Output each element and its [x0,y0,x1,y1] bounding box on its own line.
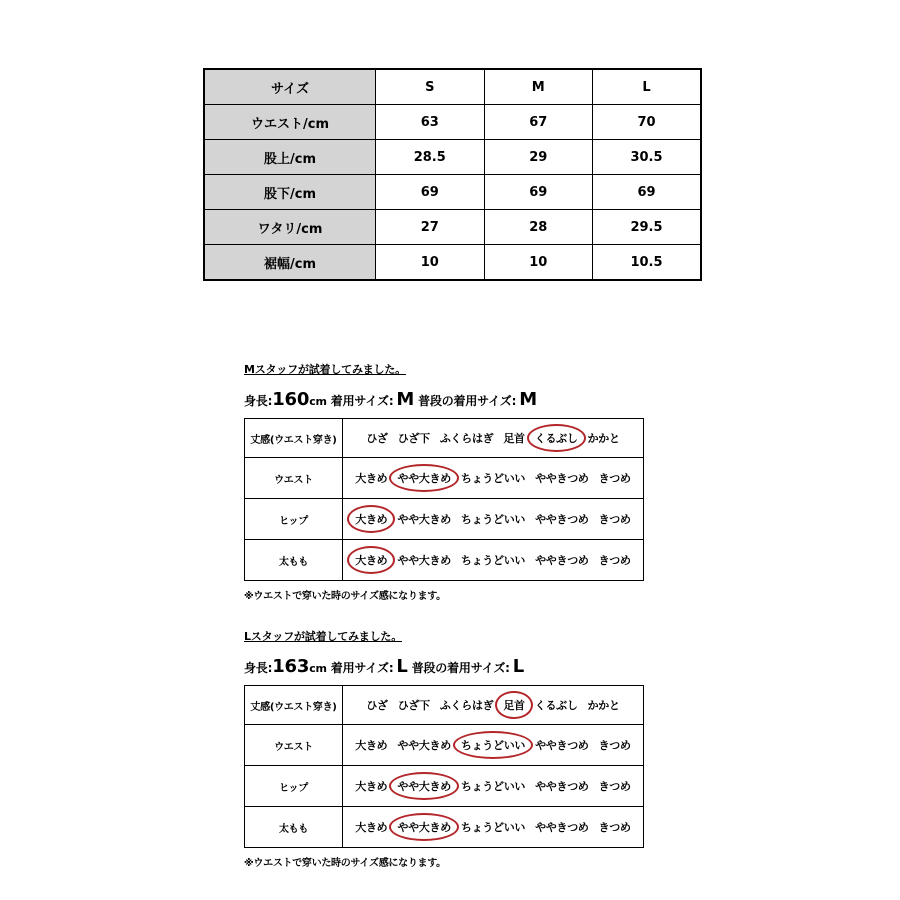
fit-options [343,807,644,848]
size-row-label: 裾幅/cm [204,245,376,281]
staff-info-line [244,656,664,677]
option: かかと [587,432,620,445]
fit-row-label: 太もも [245,540,343,581]
size-row-label: ウエスト/cm [204,105,376,140]
size-table-row [204,210,701,245]
option: きつめ [598,739,631,752]
fit-row-label: 丈感(ウエスト穿き) [245,686,343,725]
option: ちょうどいい [460,554,526,567]
staff-title: Lスタッフが試着してみました。 [244,630,403,643]
option: ふくらはぎ [439,432,494,445]
fit-row-label: 太もも [245,807,343,848]
staff-title: Mスタッフが試着してみました。 [244,363,406,376]
option: ちょうどいい [460,513,526,526]
staff-review-l [244,628,664,869]
option: 足首 [503,432,525,445]
size-value-cell: 29.5 [593,210,702,245]
option: ひざ下 [397,432,430,445]
selected-option: 大きめ [347,505,395,533]
fit-row [245,458,644,499]
fit-row [245,725,644,766]
option: やや大きめ [397,513,451,526]
staff-info-line [244,389,664,410]
wear-size-label: 着用サイズ: [330,394,394,408]
option: ひざ [366,432,388,445]
size-value-cell: 30.5 [593,140,702,175]
size-value-cell: 70 [593,105,702,140]
fit-options [343,686,644,725]
size-table-header-cell: M [484,69,593,105]
option: ちょうどいい [460,780,526,793]
size-value-cell: 27 [376,210,485,245]
fit-row-label: 丈感(ウエスト穿き) [245,419,343,458]
staff-review-m [244,361,664,602]
fit-row-length [245,419,644,458]
usual-size-value: M [519,389,537,410]
size-table-row [204,245,701,281]
option: ちょうどいい [460,821,526,834]
option: くるぶし [534,699,578,712]
size-table-header-cell: サイズ [204,69,376,105]
selected-option: やや大きめ [389,772,459,800]
size-table-header-cell: L [593,69,702,105]
size-table-row [204,175,701,210]
fit-row-label: ウエスト [245,725,343,766]
height-label: 身長: [244,661,273,675]
option: ややきつめ [535,739,589,752]
option: ひざ [366,699,388,712]
fit-options [343,419,644,458]
option: きつめ [598,513,631,526]
size-value-cell: 69 [376,175,485,210]
option: やや大きめ [397,739,451,752]
fit-options [343,725,644,766]
fit-row [245,807,644,848]
option: ややきつめ [535,513,589,526]
fit-row [245,540,644,581]
wear-size-label: 着用サイズ: [330,661,394,675]
size-value-cell: 10 [484,245,593,281]
fit-table [244,685,644,848]
fit-note: ※ウエストで穿いた時のサイズ感になります。 [244,591,446,602]
size-value-cell: 10.5 [593,245,702,281]
selected-option: 大きめ [347,546,395,574]
option: ちょうどいい [460,472,526,485]
usual-size-label: 普段の着用サイズ: [411,661,510,675]
size-table-header-cell: S [376,69,485,105]
size-table [203,68,702,281]
size-value-cell: 10 [376,245,485,281]
option: ややきつめ [535,780,589,793]
size-value-cell: 67 [484,105,593,140]
usual-size-value: L [512,656,525,677]
size-value-cell: 28.5 [376,140,485,175]
size-value-cell: 29 [484,140,593,175]
fit-row-label: ヒップ [245,766,343,807]
option: ややきつめ [535,472,589,485]
option: ひざ下 [397,699,430,712]
option: きつめ [598,554,631,567]
fit-row-label: ウエスト [245,458,343,499]
fit-note: ※ウエストで穿いた時のサイズ感になります。 [244,858,446,869]
option: きつめ [598,821,631,834]
option: 大きめ [355,780,388,793]
size-value-cell: 69 [593,175,702,210]
size-table-row [204,105,701,140]
size-row-label: 股下/cm [204,175,376,210]
option: 大きめ [355,472,388,485]
fit-row [245,499,644,540]
height-unit: cm [309,662,327,675]
height-unit: cm [309,395,327,408]
size-row-label: ワタリ/cm [204,210,376,245]
usual-size-label: 普段の着用サイズ: [418,394,517,408]
option: 大きめ [355,821,388,834]
size-value-cell: 69 [484,175,593,210]
height-value: 160 [272,389,310,410]
size-table-header-row [204,69,701,105]
size-value-cell: 28 [484,210,593,245]
size-value-cell: 63 [376,105,485,140]
option: 大きめ [355,739,388,752]
fit-options [343,499,644,540]
option: ふくらはぎ [439,699,494,712]
fit-options [343,458,644,499]
size-table-row [204,140,701,175]
fit-row-length [245,686,644,725]
option: きつめ [598,472,631,485]
selected-option: 足首 [495,691,532,719]
option: やや大きめ [397,554,451,567]
selected-option: くるぶし [527,424,586,452]
option: ややきつめ [535,821,589,834]
option: ややきつめ [535,554,589,567]
wear-size-value: L [396,656,408,677]
fit-options [343,766,644,807]
option: かかと [587,699,620,712]
height-value: 163 [272,656,310,677]
size-row-label: 股上/cm [204,140,376,175]
option: きつめ [598,780,631,793]
fit-options [343,540,644,581]
selected-option: やや大きめ [389,464,459,492]
selected-option: ちょうどいい [453,731,533,759]
height-label: 身長: [244,394,273,408]
selected-option: やや大きめ [389,813,459,841]
fit-row [245,766,644,807]
fit-row-label: ヒップ [245,499,343,540]
fit-table [244,418,644,581]
wear-size-value: M [396,389,415,410]
